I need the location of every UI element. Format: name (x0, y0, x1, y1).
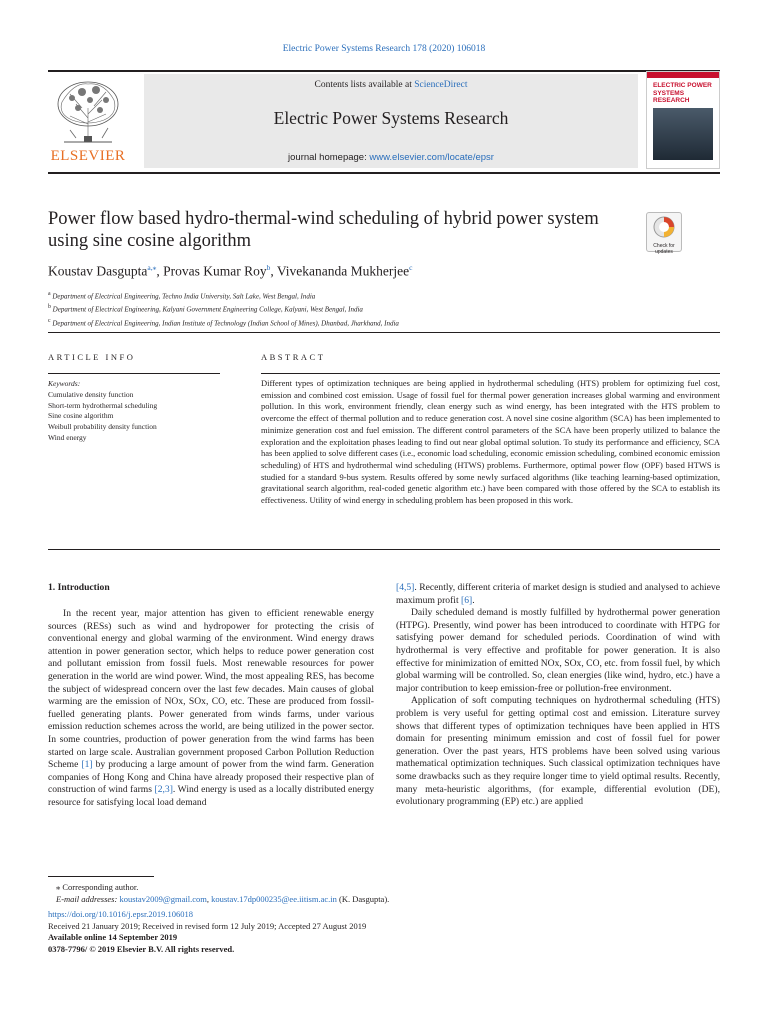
check-for-updates-button[interactable] (646, 212, 682, 255)
citation-link[interactable]: [4,5] (396, 582, 415, 593)
affiliation-item (48, 302, 720, 315)
affiliation-text: Department of Electrical Engineering, Kalyani Government Engineering College, Kalyani, West Bengal, India (52, 305, 363, 314)
keyword-item: Wind energy (48, 432, 87, 442)
masthead-bottom-rule (48, 172, 720, 174)
keyword-item: Short-term hydrothermal scheduling (48, 400, 158, 410)
body-text: . Wind energy is used as a locally distributed energy resource for satisfying local load demand (48, 784, 374, 808)
doi-link[interactable]: https://doi.org/10.1016/j.epsr.2019.106018 (48, 909, 194, 919)
citation-link[interactable]: [1] (81, 759, 93, 771)
affiliation-text: Department of Electrical Engineering, Indian Institute of Technology (Indian School of Mines), Dhanbad, Jharkhand, India (52, 318, 399, 327)
keyword-item: Sine cosine algorithm (48, 411, 114, 421)
affiliation-text: Department of Electrical Engineering, Techno India University, Salt Lake, West Bengal, India (52, 292, 316, 301)
body-right-column (396, 582, 720, 809)
cover-band (647, 72, 719, 78)
author-affiliation-sup[interactable]: c (409, 263, 413, 272)
check-for-updates-label: Check for updates (653, 243, 675, 255)
email-line (48, 894, 720, 906)
keywords-label: Keywords: (48, 379, 81, 388)
affiliation-sup: b (48, 304, 51, 311)
author-name[interactable]: Provas Kumar Roy (163, 263, 267, 279)
corresponding-author-note: ⁎ Corresponding author. (56, 882, 139, 892)
body-text: . Recently, different criteria of market design is studied and analysed to achieve maximum profit (396, 582, 720, 606)
section-heading-introduction: 1. Introduction (48, 582, 110, 593)
citation-link[interactable]: [2,3] (154, 784, 173, 796)
copyright-notice: 0378-7796/ © 2019 Elsevier B.V. All rights reserved. (48, 943, 235, 954)
author-name[interactable]: Vivekananda Mukherjee (276, 263, 410, 279)
body-paragraph (396, 582, 720, 607)
body-paragraph (48, 608, 374, 810)
sciencedirect-link[interactable]: ScienceDirect (414, 80, 468, 90)
abstract-end-rule (48, 549, 720, 550)
homepage-link[interactable]: www.elsevier.com/locate/epsr (369, 152, 494, 163)
affiliation-sup: c (48, 317, 51, 324)
contents-prefix: Contents lists available at (314, 80, 415, 90)
title-block-rule (48, 332, 720, 333)
header-top-rule (48, 70, 720, 72)
email-link[interactable]: koustav.17dp000235@ee.iitism.ac.in (211, 893, 337, 904)
homepage-prefix: journal homepage: (288, 152, 370, 163)
article-info-heading: ARTICLE INFO (48, 352, 136, 362)
body-paragraph: Daily scheduled demand is mostly fulfilled by hydrothermal power generation (HTPG). Presently, wind power has been introduced to coordinate with HTPG for satisfying power demand for scheduled periods. Coordination of wind with hydrothermal is very effective and profitable for power generation. It is also effective for minimization of emitted NOx, SOx, CO, etc. from fossil fuel, by which global warming will be controlled. So, clean energies (like wind, hydro, etc.) have a major contribution to keep emission-free or pollution-free environment. (396, 607, 720, 694)
journal-masthead (144, 74, 638, 168)
affiliation-item (48, 316, 720, 329)
journal-cover-thumbnail[interactable] (646, 71, 720, 169)
keyword-item: Cumulative density function (48, 389, 134, 399)
paper-title: Power flow based hydro-thermal-wind scheduling of hybrid power system using sine cosine algorithm (48, 209, 599, 251)
article-info-rule (48, 373, 220, 374)
journal-homepage-line (144, 152, 638, 163)
abstract-heading: ABSTRACT (261, 352, 326, 362)
body-paragraph: Application of soft computing techniques on hydrothermal scheduling (HTS) problem is very useful for getting optimal cost and emission. Literature survey shows that different types of optimization techniques have been applied in HTS domain for presenting minimum emission and cost of fossil fuel for power generation. Over the past years, HTS problems have been solved using various mathematical optimization techniques. Such classical optimization techniques have some drawbacks such as they require longer time to yield optimal results. Recently, many meta-heuristic algorithms, (for example, differential evolution (DE), evolutionary programming (EP) etc.) are applied (396, 695, 720, 808)
email-label: E-mail addresses: (56, 893, 118, 904)
cover-title: ELECTRIC POWER SYSTEMS RESEARCH (653, 82, 712, 104)
body-left-column (48, 608, 374, 810)
author-affiliation-sup[interactable]: b (266, 263, 271, 272)
body-text: In the recent year, major attention has given to efficient renewable energy sources (RESs) such as wind and hydropower for protecting the crisis of conventional energy and global warming of the environment. Wind energy draws attention in power generation sector, which helps to reduce power generation cost and pollutant emission from fossil fuels. Most renewable resources for power generation in the world are wind power. Wind, the most appealing RES, has become the subject of widespread concern over the last few decades. Main causes of global warming are the emission of NOx, SOx, CO, etc. These are produced from fossil-fuelled generating plants. Power generated from winds farms, under various emission reduction schemes across the world, are being utilized in the power sector. In some countries, production of power generation from the wind farms has been started on large scale. Australian government proposed Carbon Pollution Reduction Scheme (48, 608, 374, 771)
affiliations (48, 289, 720, 329)
journal-title: Electric Power Systems Research (273, 108, 509, 128)
body-text: by producing a large amount of power from the wind farm. Generation companies of Hong Kong and China have already proposed their respective plan of construction of wind farms (48, 759, 374, 796)
author-list: Koustav Dasgupta$^{a,⁎}$, Provas Kumar Roy$^b$, Vivekananda Mukherjee$^c$ (48, 263, 413, 279)
check-for-updates-icon (653, 216, 675, 238)
keyword-item: Weibull probability density function (48, 422, 157, 432)
footer-notes (48, 882, 720, 955)
abstract-text: Different types of optimization techniques are being applied in hydrothermal scheduling (HTS) problem for optimizing fuel cost, emission and combined cost emission. Usage of fossil fuel for thermal power generation increases global warming and environment pollution. In this work, environment friendly, clean energy such as wind energy, has been integrated with the HTS problem to overcome the effect of thermal pollution and to reduce generation cost. A novel sine cosine algorithm (SCA) has been implemented to minimize generation cost and fuel emission. The different control parameters of the SCA have been properly utilized to balance the exploration and the exploitation phases leading to find out near global optimal solution. To study its performance and efficiency, SCA has been applied to solve different cases (i.e., economic load scheduling, economic emission scheduling, combined economic emission scheduling) of HTS and hydrothermal wind scheduling (HTWS) problems. Furthermore, optimal power flow (OPF) based HTWS is studied for a standard 9-bus system. Results offered by some newly surfaced algorithms (like teaching learning-based optimization, gravitational search algorithm, real-coded genetic algorithm etc.) have been compared with those offered by the SCA to establish its effectiveness. Utility of wind energy in scheduling problem has been proposed in this work. (261, 378, 720, 506)
affiliation-item (48, 289, 720, 302)
received-dates: Received 21 January 2019; Received in revised form 12 July 2019; Accepted 27 August 2019 (48, 920, 367, 931)
abstract-rule (261, 373, 720, 374)
body-text: . (472, 594, 475, 606)
contents-line (144, 80, 638, 90)
cover-image (653, 108, 713, 160)
available-online-date: Available online 14 September 2019 (48, 932, 178, 942)
journal-citation-link[interactable]: Electric Power Systems Research 178 (2020) 106018 (282, 44, 486, 54)
footnote-rule (48, 876, 154, 877)
author-affiliation-sup[interactable]: a,⁎ (147, 263, 157, 272)
author-name[interactable]: Koustav Dasgupta (48, 263, 148, 279)
keywords-block (48, 379, 223, 444)
citation-link[interactable]: [6] (461, 594, 473, 606)
affiliation-sup: a (48, 291, 51, 297)
publisher-wordmark: ELSEVIER (50, 148, 126, 164)
email-separator: , (206, 893, 212, 904)
email-tail: (K. Dasgupta). (336, 893, 390, 904)
email-link[interactable]: koustav2009@gmail.com (119, 893, 207, 904)
